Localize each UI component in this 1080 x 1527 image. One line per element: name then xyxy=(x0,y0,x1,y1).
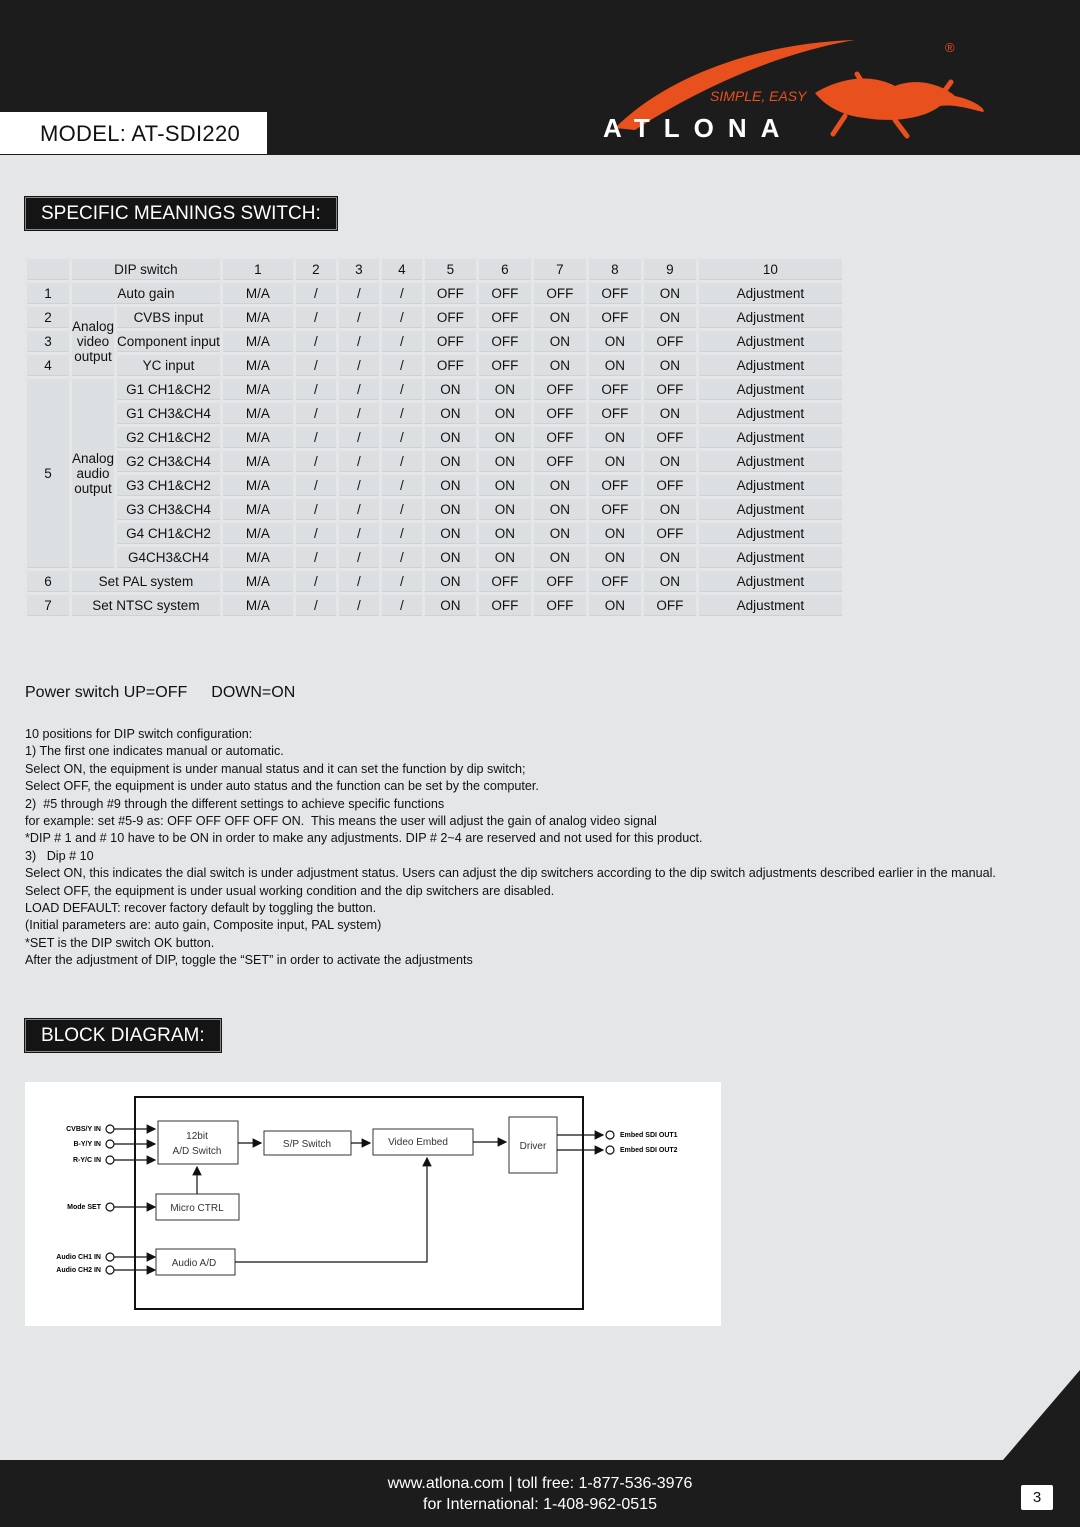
power-up-label: Power switch UP=OFF xyxy=(25,684,188,701)
row-label: G3 CH1&CH2 xyxy=(117,475,220,496)
switch-value: Adjustment xyxy=(699,451,842,472)
switch-value: OFF xyxy=(479,331,531,352)
note-line: Select ON, the equipment is under manual status and it can set the function by dip switch; xyxy=(25,761,526,776)
switch-value: / xyxy=(296,523,336,544)
switch-value: / xyxy=(339,355,379,376)
switch-value: Adjustment xyxy=(699,523,842,544)
connector-icon xyxy=(106,1253,114,1261)
note-line: Select OFF, the equipment is under auto status and the function can be set by the computer. xyxy=(25,779,539,794)
switch-value: / xyxy=(296,355,336,376)
switch-value: / xyxy=(382,283,422,304)
note-line: *DIP # 1 and # 10 have to be ON in order to make any adjustments. DIP # 2~4 are reserved and not used for this product. xyxy=(25,831,703,846)
switch-value: ON xyxy=(425,451,476,472)
header-cell: 4 xyxy=(382,259,422,280)
switch-value: Adjustment xyxy=(699,427,842,448)
switch-value: / xyxy=(296,475,336,496)
switch-value: / xyxy=(382,451,422,472)
switch-value: Adjustment xyxy=(699,307,842,328)
switch-value: ON xyxy=(425,379,476,400)
switch-value: / xyxy=(339,523,379,544)
ad-block-label-2: A/D Switch xyxy=(172,1146,222,1157)
power-switch-note xyxy=(25,684,319,702)
note-line: Select ON, this indicates the dial switch is under adjustment status. Users can adjust the dip switchers according to the dip switch adjustments described earlier in the manual. xyxy=(25,866,996,881)
switch-value: Adjustment xyxy=(699,499,842,520)
switch-value: M/A xyxy=(223,451,293,472)
header-cell: 6 xyxy=(479,259,531,280)
row-label: Set NTSC system xyxy=(72,595,220,616)
section-title-switch: SPECIFIC MEANINGS SWITCH: xyxy=(25,197,337,230)
switch-value: / xyxy=(339,331,379,352)
group-label-audio: Analog audio output xyxy=(72,379,114,568)
switch-value: OFF xyxy=(479,571,531,592)
switch-value: ON xyxy=(479,523,531,544)
lizard-icon xyxy=(815,79,984,120)
footer-international: for International: 1-408-962-0515 xyxy=(423,1496,657,1513)
note-line: *SET is the DIP switch OK button. xyxy=(25,935,215,950)
audio-ad-label: Audio A/D xyxy=(171,1258,217,1269)
notes xyxy=(25,726,1055,970)
switch-value: OFF xyxy=(534,283,586,304)
switch-value: / xyxy=(296,547,336,568)
switch-value: OFF xyxy=(589,283,641,304)
switch-value: ON xyxy=(644,355,696,376)
table-row xyxy=(27,571,842,592)
switch-value: OFF xyxy=(425,307,476,328)
switch-value: OFF xyxy=(644,379,696,400)
output-label-1: Embed SDI OUT1 xyxy=(620,1132,678,1139)
switch-value: ON xyxy=(534,307,586,328)
header-cell xyxy=(27,259,69,280)
ad-block-label-1: 12bit xyxy=(186,1131,208,1142)
switch-value: / xyxy=(296,571,336,592)
switch-value: M/A xyxy=(223,331,293,352)
switch-value: Adjustment xyxy=(699,403,842,424)
row-label: G1 CH1&CH2 xyxy=(117,379,220,400)
switch-value: ON xyxy=(534,331,586,352)
row-label: G3 CH3&CH4 xyxy=(117,499,220,520)
note-line: LOAD DEFAULT: recover factory default by toggling the button. xyxy=(25,901,377,916)
switch-value: ON xyxy=(644,499,696,520)
switch-value: M/A xyxy=(223,571,293,592)
switch-value: ON xyxy=(589,355,641,376)
power-down-label: DOWN=ON xyxy=(211,684,296,701)
switch-value: ON xyxy=(589,331,641,352)
switch-value: / xyxy=(382,571,422,592)
video-embed-label: Video Embed xyxy=(388,1137,448,1148)
atlona-logo xyxy=(595,38,995,148)
switch-value: OFF xyxy=(644,523,696,544)
switch-value: / xyxy=(382,307,422,328)
switch-value: M/A xyxy=(223,283,293,304)
switch-value: ON xyxy=(534,499,586,520)
registered-mark: ® xyxy=(945,40,955,55)
switch-value: OFF xyxy=(479,355,531,376)
row-label: G1 CH3&CH4 xyxy=(117,403,220,424)
switch-value: M/A xyxy=(223,475,293,496)
switch-value: / xyxy=(296,379,336,400)
table-row xyxy=(27,355,842,376)
note-line: After the adjustment of DIP, toggle the “SET” in order to activate the adjustments xyxy=(25,953,473,968)
switch-value: / xyxy=(382,523,422,544)
output-connector-icon xyxy=(606,1146,614,1154)
switch-value: OFF xyxy=(589,475,641,496)
switch-value: M/A xyxy=(223,355,293,376)
block-diagram-panel xyxy=(25,1082,721,1326)
switch-value: ON xyxy=(644,547,696,568)
switch-value: ON xyxy=(425,547,476,568)
switch-value: ON xyxy=(644,451,696,472)
row-number: 7 xyxy=(27,595,69,616)
switch-value: / xyxy=(296,451,336,472)
row-number: 5 xyxy=(27,379,69,568)
group-label-video: Analog video output xyxy=(72,307,114,376)
switch-value: ON xyxy=(589,523,641,544)
switch-value: / xyxy=(296,427,336,448)
row-number: 4 xyxy=(27,355,69,376)
switch-value: ON xyxy=(479,427,531,448)
switch-value: Adjustment xyxy=(699,379,842,400)
switch-value: ON xyxy=(534,523,586,544)
switch-value: / xyxy=(339,283,379,304)
switch-value: / xyxy=(339,571,379,592)
switch-value: OFF xyxy=(534,451,586,472)
switch-value: / xyxy=(382,475,422,496)
switch-value: ON xyxy=(425,475,476,496)
driver-label: Driver xyxy=(519,1141,547,1152)
connector-icon xyxy=(106,1203,114,1211)
row-number: 1 xyxy=(27,283,69,304)
switch-value: M/A xyxy=(223,403,293,424)
connector-icon xyxy=(106,1125,114,1133)
section-title-block-diagram: BLOCK DIAGRAM: xyxy=(25,1019,221,1052)
page-number: 3 xyxy=(1021,1485,1053,1510)
table-row xyxy=(27,475,842,496)
sp-block-label: S/P Switch xyxy=(282,1139,332,1150)
switch-value: / xyxy=(339,451,379,472)
connector-icon xyxy=(106,1140,114,1148)
switch-value: ON xyxy=(589,427,641,448)
note-line: 2) #5 through #9 through the different settings to achieve specific functions xyxy=(25,796,445,811)
switch-value: OFF xyxy=(425,283,476,304)
row-number: 2 xyxy=(27,307,69,328)
switch-value: / xyxy=(296,403,336,424)
switch-value: OFF xyxy=(644,475,696,496)
row-label: Component input xyxy=(117,331,220,352)
switch-value: / xyxy=(296,595,336,616)
switch-value: ON xyxy=(479,475,531,496)
footer-contact: www.atlona.com | toll free: 1-877-536-3976 xyxy=(387,1475,693,1492)
switch-value: M/A xyxy=(223,595,293,616)
switch-value: OFF xyxy=(589,307,641,328)
switch-value: / xyxy=(296,307,336,328)
note-line: 1) The first one indicates manual or automatic. xyxy=(25,744,284,759)
switch-value: / xyxy=(382,355,422,376)
switch-value: Adjustment xyxy=(699,355,842,376)
switch-value: ON xyxy=(425,523,476,544)
note-line: Select OFF, the equipment is under usual working condition and the dip switchers are disabled. xyxy=(25,883,555,898)
switch-value: / xyxy=(339,595,379,616)
switch-value: ON xyxy=(479,451,531,472)
switch-value: OFF xyxy=(479,283,531,304)
header-cell: 1 xyxy=(223,259,293,280)
switch-value: / xyxy=(382,427,422,448)
input-label-ry: R-Y/C IN xyxy=(73,1157,101,1164)
switch-value: M/A xyxy=(223,427,293,448)
header-cell: 9 xyxy=(644,259,696,280)
switch-value: OFF xyxy=(644,331,696,352)
switch-value: OFF xyxy=(589,379,641,400)
switch-value: Adjustment xyxy=(699,595,842,616)
output-connector-icon xyxy=(606,1131,614,1139)
row-label: G4 CH1&CH2 xyxy=(117,523,220,544)
switch-value: ON xyxy=(425,499,476,520)
footer-bar xyxy=(0,1460,1080,1527)
table-header-row xyxy=(27,259,842,280)
switch-value: ON xyxy=(644,403,696,424)
switch-value: / xyxy=(339,475,379,496)
input-label-mode-set: Mode SET xyxy=(67,1204,101,1211)
micro-ctrl-label: Micro CTRL xyxy=(170,1203,224,1214)
switch-value: M/A xyxy=(223,379,293,400)
row-label: G2 CH3&CH4 xyxy=(117,451,220,472)
switch-value: Adjustment xyxy=(699,283,842,304)
switch-value: OFF xyxy=(534,379,586,400)
switch-value: OFF xyxy=(534,427,586,448)
table-row xyxy=(27,523,842,544)
switch-value: ON xyxy=(425,571,476,592)
block-diagram xyxy=(25,1082,721,1326)
switch-value: OFF xyxy=(644,427,696,448)
row-label: Auto gain xyxy=(72,283,220,304)
switch-value: / xyxy=(296,499,336,520)
table-row xyxy=(27,499,842,520)
logo-tagline: SIMPLE, EASY xyxy=(710,88,807,104)
table-row xyxy=(27,595,842,616)
input-label-cvbs: CVBS/Y IN xyxy=(66,1126,101,1133)
switch-value: / xyxy=(339,307,379,328)
input-label-audio-ch2: Audio CH2 IN xyxy=(56,1267,101,1274)
switch-value: M/A xyxy=(223,523,293,544)
note-line: for example: set #5-9 as: OFF OFF OFF OFF ON. This means the user will adjust the gain of analog video signal xyxy=(25,814,657,829)
switch-value: ON xyxy=(534,547,586,568)
header-cell: 2 xyxy=(296,259,336,280)
switch-value: ON xyxy=(479,379,531,400)
switch-value: M/A xyxy=(223,499,293,520)
header-cell: 7 xyxy=(534,259,586,280)
connector-icon xyxy=(106,1266,114,1274)
table-row xyxy=(27,403,842,424)
switch-value: Adjustment xyxy=(699,571,842,592)
switch-value: / xyxy=(382,499,422,520)
switch-value: / xyxy=(382,547,422,568)
header-cell: 8 xyxy=(589,259,641,280)
switch-value: ON xyxy=(479,547,531,568)
switch-value: / xyxy=(339,403,379,424)
table-row xyxy=(27,283,842,304)
row-label: G2 CH1&CH2 xyxy=(117,427,220,448)
switch-value: OFF xyxy=(589,571,641,592)
switch-value: Adjustment xyxy=(699,475,842,496)
switch-value: / xyxy=(382,403,422,424)
switch-value: OFF xyxy=(425,331,476,352)
switch-value: / xyxy=(339,427,379,448)
switch-value: OFF xyxy=(534,595,586,616)
switch-value: ON xyxy=(644,283,696,304)
switch-value: / xyxy=(382,595,422,616)
ad-switch-block xyxy=(158,1121,238,1164)
switch-value: OFF xyxy=(644,595,696,616)
table-row xyxy=(27,547,842,568)
connector-icon xyxy=(106,1156,114,1164)
switch-value: M/A xyxy=(223,547,293,568)
switch-value: / xyxy=(339,499,379,520)
switch-value: ON xyxy=(644,571,696,592)
output-label-2: Embed SDI OUT2 xyxy=(620,1147,678,1154)
switch-value: / xyxy=(296,283,336,304)
row-label: Set PAL system xyxy=(72,571,220,592)
table-row xyxy=(27,427,842,448)
input-label-by: B-Y/Y IN xyxy=(73,1141,101,1148)
switch-value: / xyxy=(339,547,379,568)
switch-value: / xyxy=(296,331,336,352)
header-cell: 10 xyxy=(699,259,842,280)
header-cell: 5 xyxy=(425,259,476,280)
table-row xyxy=(27,451,842,472)
row-label: G4CH3&CH4 xyxy=(117,547,220,568)
switch-value: ON xyxy=(479,499,531,520)
logo-brand: ATLONA xyxy=(603,113,794,143)
switch-value: ON xyxy=(534,355,586,376)
row-number: 6 xyxy=(27,571,69,592)
switch-value: ON xyxy=(425,427,476,448)
switch-value: / xyxy=(382,331,422,352)
switch-value: ON xyxy=(479,403,531,424)
note-line: 10 positions for DIP switch configuration: xyxy=(25,727,253,741)
table-row xyxy=(27,307,842,328)
switch-value: OFF xyxy=(479,595,531,616)
row-label: YC input xyxy=(117,355,220,376)
row-number: 3 xyxy=(27,331,69,352)
switch-value: ON xyxy=(425,595,476,616)
switch-value: ON xyxy=(425,403,476,424)
model-title: MODEL: AT-SDI220 xyxy=(40,121,241,146)
switch-value: Adjustment xyxy=(699,331,842,352)
dip-switch-table xyxy=(24,256,845,619)
switch-value: Adjustment xyxy=(699,547,842,568)
switch-value: / xyxy=(382,379,422,400)
switch-value: OFF xyxy=(534,403,586,424)
switch-value: OFF xyxy=(425,355,476,376)
switch-value: OFF xyxy=(589,499,641,520)
row-label: CVBS input xyxy=(117,307,220,328)
switch-value: OFF xyxy=(589,403,641,424)
table-row xyxy=(27,331,842,352)
input-label-audio-ch1: Audio CH1 IN xyxy=(56,1254,101,1261)
table-row xyxy=(27,379,842,400)
switch-value: ON xyxy=(534,475,586,496)
note-line: 3) Dip # 10 xyxy=(25,848,94,863)
switch-value: ON xyxy=(589,595,641,616)
switch-value: / xyxy=(339,379,379,400)
header-cell: DIP switch xyxy=(72,259,220,280)
switch-value: OFF xyxy=(534,571,586,592)
switch-value: ON xyxy=(644,307,696,328)
switch-value: OFF xyxy=(479,307,531,328)
switch-value: ON xyxy=(589,451,641,472)
switch-value: M/A xyxy=(223,307,293,328)
header-cell: 3 xyxy=(339,259,379,280)
note-line: (Initial parameters are: auto gain, Composite input, PAL system) xyxy=(25,918,382,933)
switch-value: ON xyxy=(589,547,641,568)
